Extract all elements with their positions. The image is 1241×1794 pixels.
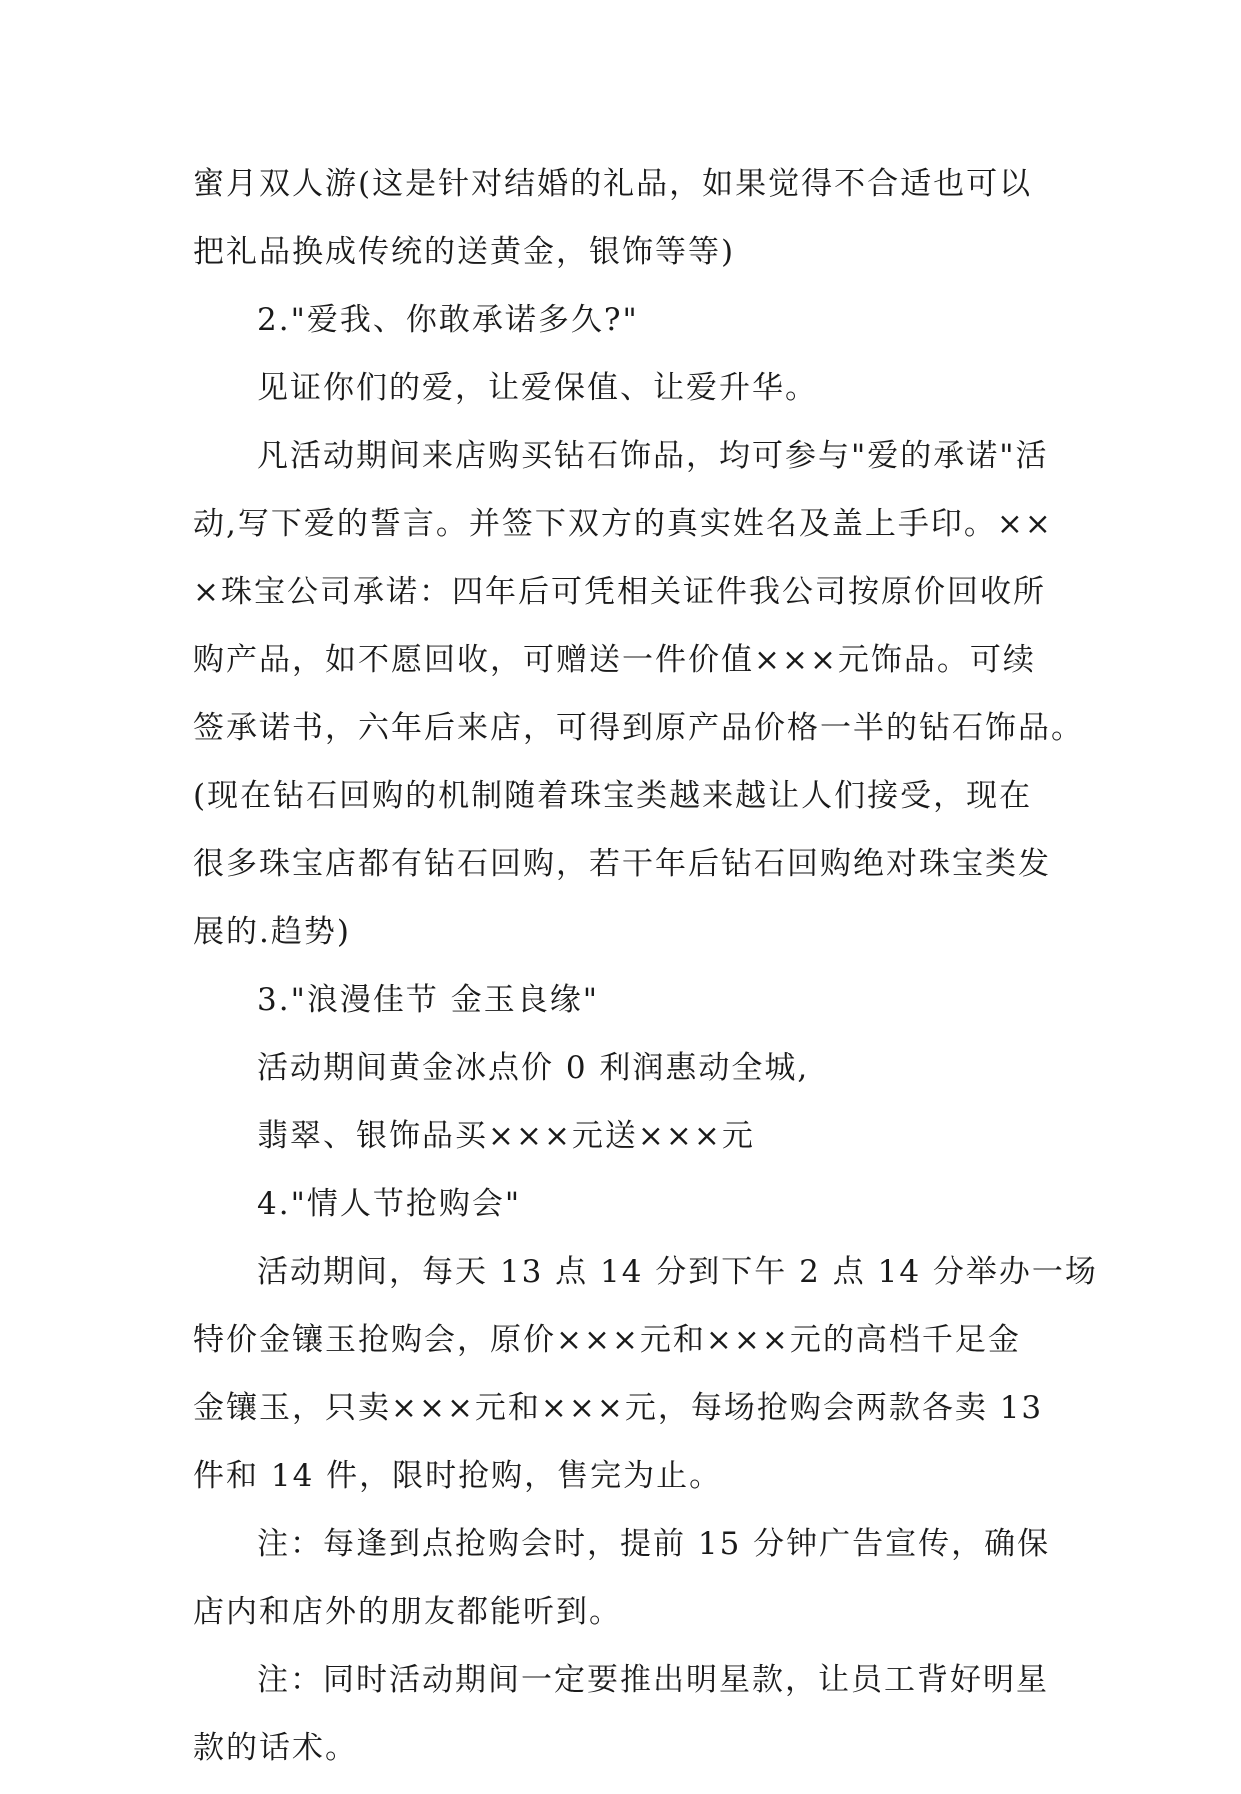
text-line: 特价金镶玉抢购会，原价×××元和×××元的高档千足金 (193, 1322, 1021, 1358)
section-heading: 2."爱我、你敢承诺多久?" (257, 302, 639, 338)
text-line: 款的话术。 (193, 1730, 358, 1766)
section-heading: 4."情人节抢购会" (257, 1186, 522, 1222)
note-line: 注：同时活动期间一定要推出明星款，让员工背好明星 (257, 1662, 1049, 1698)
text-line: ×珠宝公司承诺：四年后可凭相关证件我公司按原价回收所 (193, 574, 1046, 610)
text-line: 展的.趋势) (193, 914, 351, 950)
text-line: 签承诺书，六年后来店，可得到原产品价格一半的钻石饰品。 (193, 710, 1084, 746)
text-line: 很多珠宝店都有钻石回购，若干年后钻石回购绝对珠宝类发 (193, 846, 1051, 882)
text-line: 店内和店外的朋友都能听到。 (193, 1594, 622, 1630)
text-line: (现在钻石回购的机制随着珠宝类越来越让人们接受，现在 (193, 778, 1033, 814)
section-heading: 3."浪漫佳节 金玉良缘" (257, 982, 599, 1018)
text-line: 件和 14 件，限时抢购，售完为止。 (193, 1458, 723, 1494)
document-body (193, 162, 1098, 1794)
text-line: 活动期间，每天 13 点 14 分到下午 2 点 14 分举办一场 (257, 1254, 1098, 1290)
text-line: 金镶玉，只卖×××元和×××元，每场抢购会两款各卖 13 (193, 1390, 1044, 1426)
text-line: 动,写下爱的誓言。并签下双方的真实姓名及盖上手印。×× (193, 506, 1053, 542)
note-line: 注：每逢到点抢购会时，提前 15 分钟广告宣传，确保 (257, 1526, 1051, 1562)
text-line: 把礼品换成传统的送黄金，银饰等等) (193, 234, 736, 270)
text-line: 凡活动期间来店购买钻石饰品，均可参与"爱的承诺"活 (257, 438, 1049, 474)
text-line: 活动期间黄金冰点价 0 利润惠动全城, (257, 1050, 810, 1086)
text-line: 蜜月双人游(这是针对结婚的礼品，如果觉得不合适也可以 (193, 166, 1033, 202)
text-line: 购产品，如不愿回收，可赠送一件价值×××元饰品。可续 (193, 642, 1036, 678)
text-line: 见证你们的爱，让爱保值、让爱升华。 (257, 370, 818, 406)
text-line: 翡翠、银饰品买×××元送×××元 (257, 1118, 755, 1154)
